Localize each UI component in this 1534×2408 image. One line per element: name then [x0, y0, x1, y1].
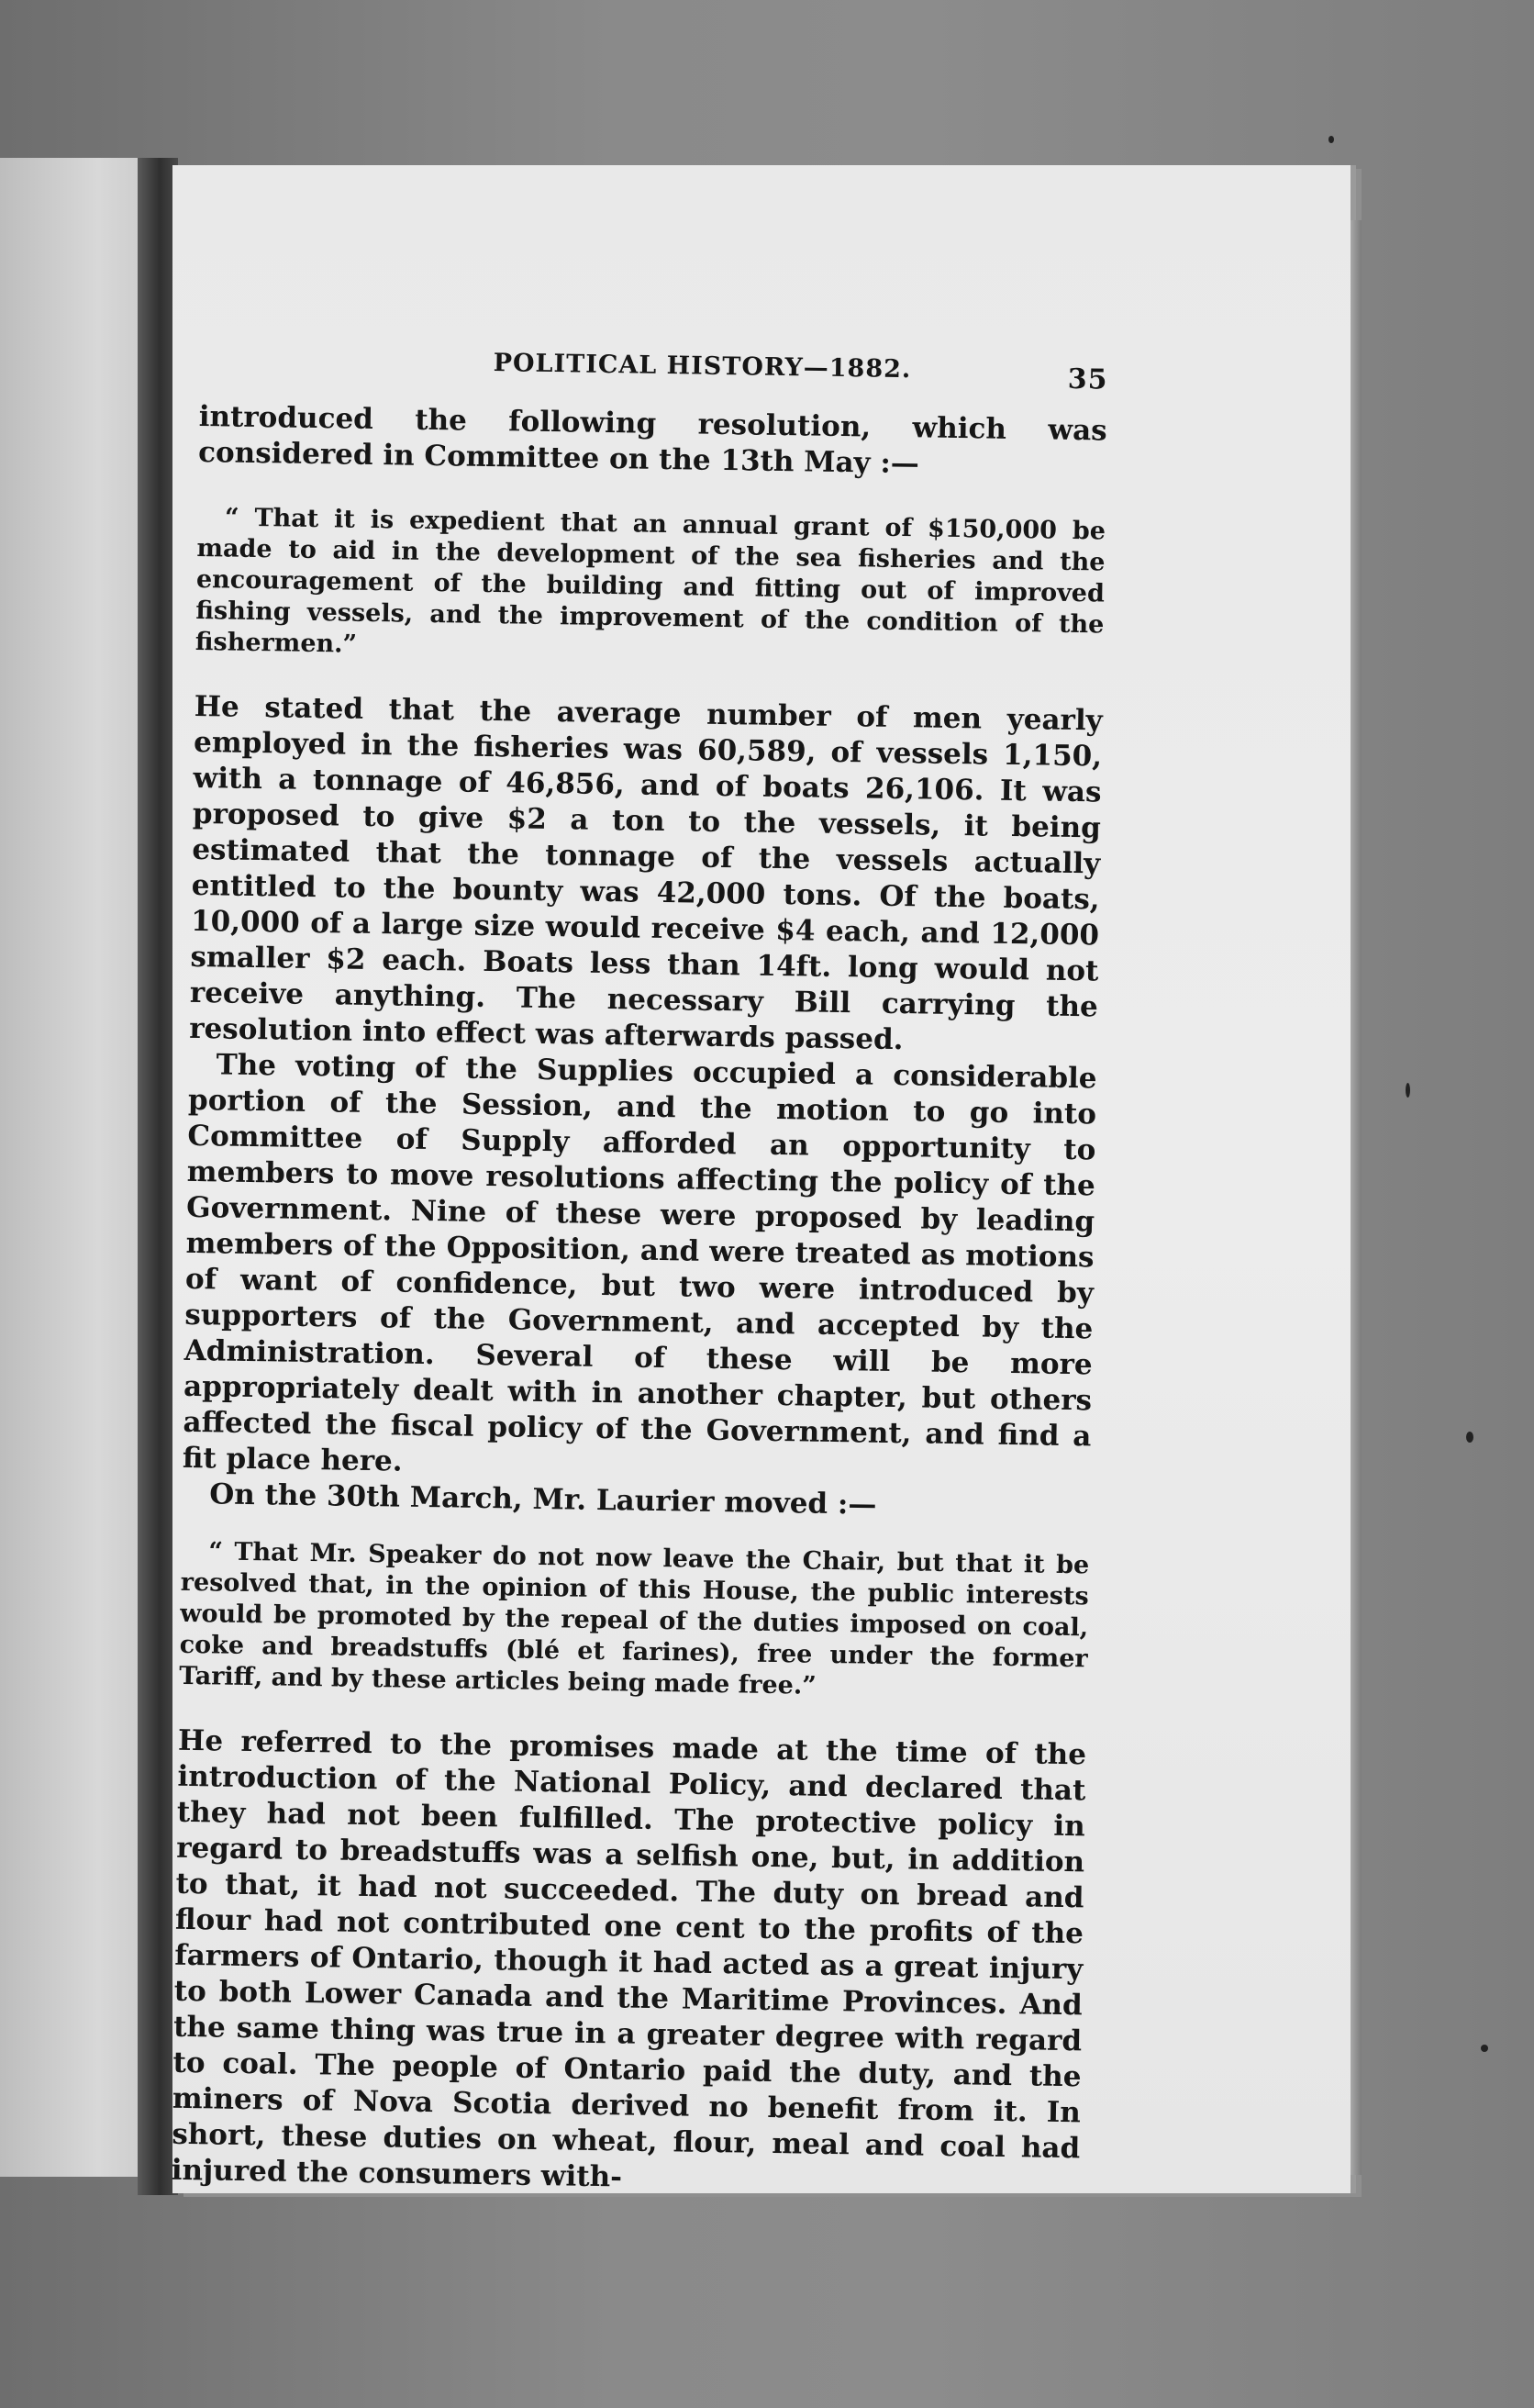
- running-head: POLITICAL HISTORY—1882.: [493, 349, 912, 385]
- dust-speck: [1466, 1432, 1473, 1443]
- page-number: 35: [1067, 362, 1108, 396]
- quotation-motion: “ That Mr. Speaker do not now leave the Chair, but that it be resolved that, in the opinion of this House, the public interests would be promoted by the repeal of the duties imposed on coal, coke and breadstuffs (blé et farines), free under the former Tariff, and by these articles being made free.”: [178, 1537, 1090, 1700]
- dust-speck: [1406, 1083, 1410, 1098]
- paragraph-intro: introduced the following resolution, which was considered in Committee on the 13th May :—: [197, 399, 1107, 481]
- dust-speck: [1481, 2045, 1488, 2052]
- paragraph-laurier: On the 30th March, Mr. Laurier moved :—: [209, 1477, 877, 1522]
- quotation-resolution: “ That it is expedient that an annual grant of $150,000 be made to aid in the development of the sea fisheries and the encouragement of the building and fitting out of improved fishing vessels, and the improvement of the condition of the fishermen.”: [195, 503, 1106, 659]
- paragraph-national-policy: He referred to the promises made at the time of the introduction of the National Policy, and declared that they had not been fulfilled. The protective policy in regard to breadstuffs was a selfish one, but, in addition to that, it had not succeeded. The duty on bread and flour had not contributed one cent to the profits of the farmers of Ontario, though it had acted as a great injury to both Lower Canada and the Maritime Provinces. And the same thing was true in a greater degree with regard to coal. The people of Ontario paid the duty, and the miners of Nova Scotia derived no benefit from it. In short, these duties on wheat, flour, meal and coal had injured the consumers with-: [171, 1723, 1087, 2194]
- paragraph-fisheries: He stated that the average number of men yearly employed in the fisheries was 60,589, of vessels 1,150, with a tonnage of 46,856, and of boats 26,106. It was proposed to give $2 a ton to the vessels, it being estimated that the tonnage of the vessels actually entitled to the bounty was 42,000 tons. Of the boats, 10,000 of a large size would receive $4 each, and 12,000 smaller $2 each. Boats less than 14ft. long would not receive anything. The necessary Bill carrying the resolution into effect was afterwards passed.: [188, 689, 1103, 1057]
- page-stack-edge: [1351, 220, 1362, 2175]
- paragraph-supplies: The voting of the Supplies occupied a considerable portion of the Session, and the motion to go into Committee of Supply afforded an opportunity to members to move resolutions affecting the policy of the Government. Nine of these were proposed by leading members of the Opposition, and were treated as motions of want of confidence, but two were introduced by supporters of the Government, and accepted by the Administration. Several of these will be more appropriately dealt with in another chapter, but others affected the fiscal policy of the Government, and find a fit place here.: [182, 1048, 1097, 1478]
- dust-speck: [1328, 136, 1334, 143]
- page-text-block: [171, 344, 1107, 2202]
